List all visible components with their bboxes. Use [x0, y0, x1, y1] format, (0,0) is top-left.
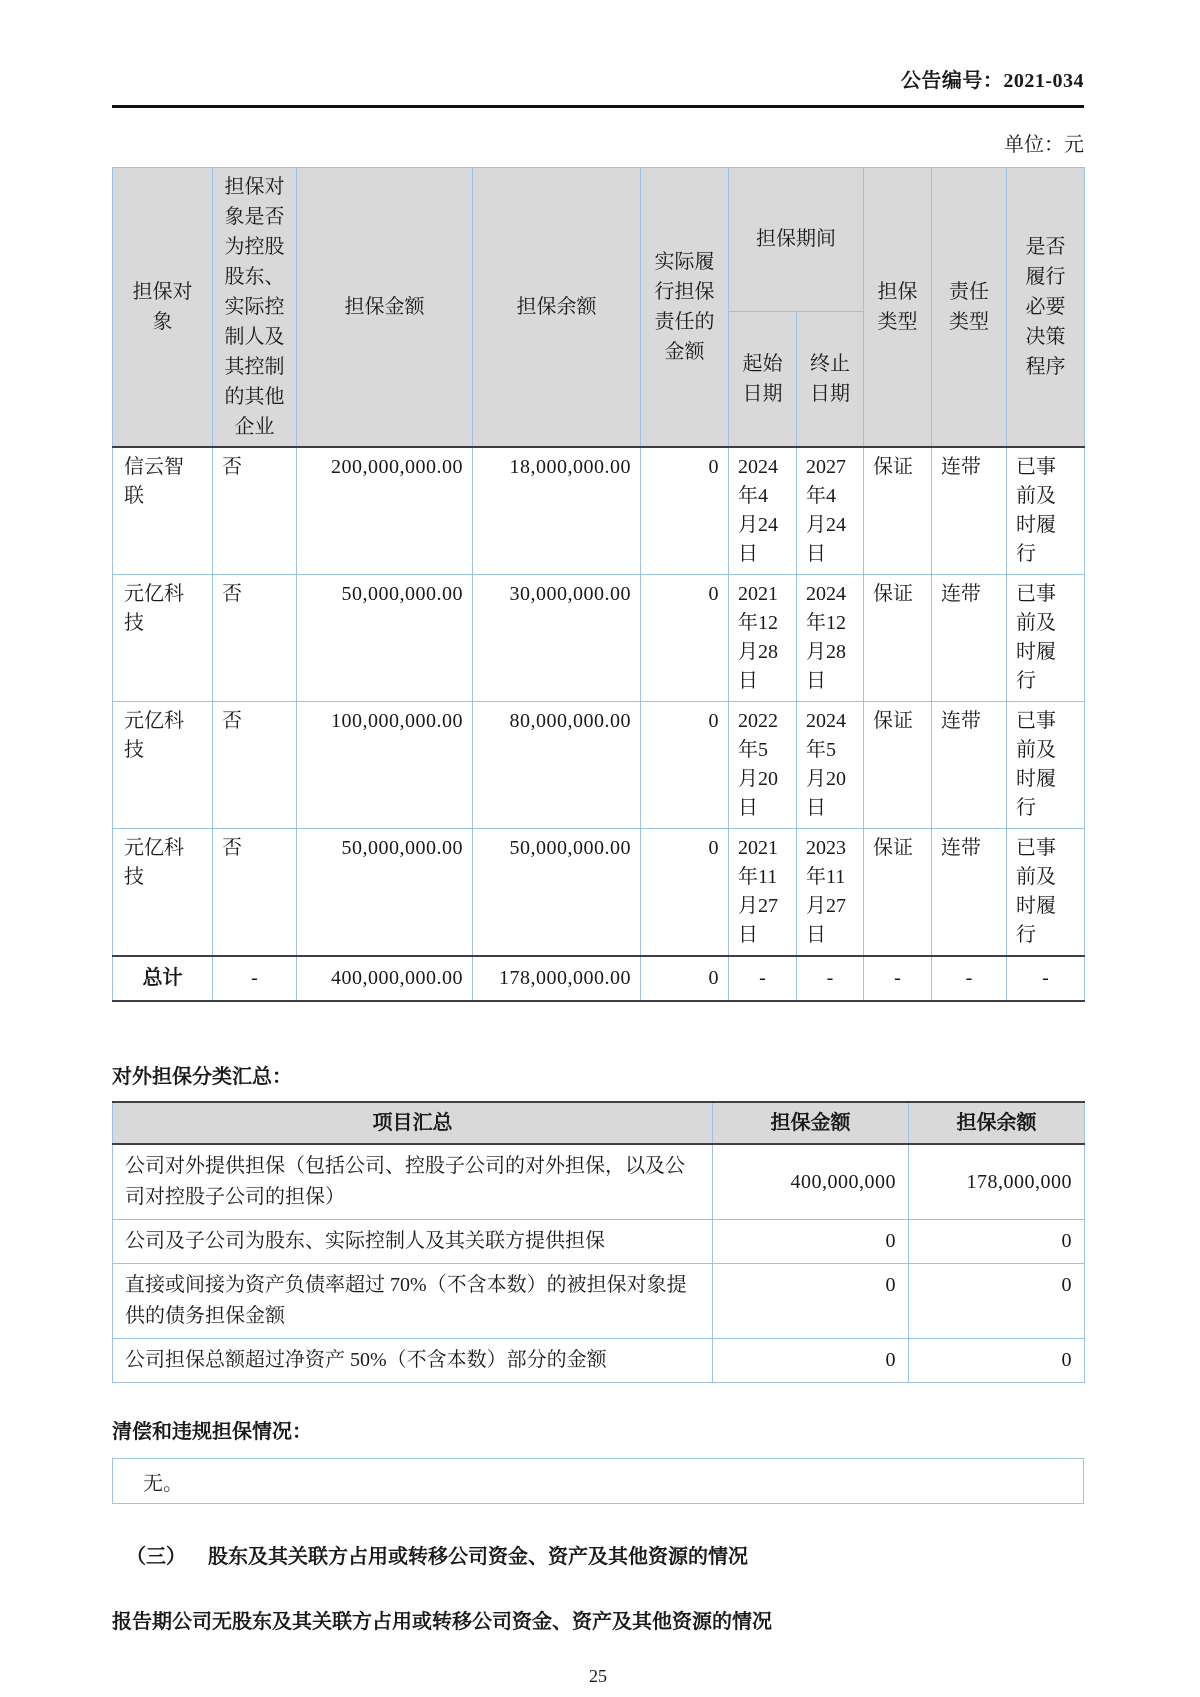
header-rule	[112, 105, 1084, 108]
is-controlling-related: 否	[213, 575, 297, 702]
guarantee-table-header	[113, 168, 1085, 448]
guarantee-target: 信云智联	[113, 447, 213, 575]
guarantee-type: 保证	[864, 575, 932, 702]
col-header-performed-amount: 实际履行担保责任的金额	[641, 168, 729, 448]
summary-table	[112, 1101, 1085, 1383]
guarantee-balance: 80,000,000.00	[473, 702, 641, 829]
guarantee-amount: 0	[713, 1220, 909, 1264]
guarantee-balance: 18,000,000.00	[473, 447, 641, 575]
guarantee-amount: 200,000,000.00	[297, 447, 473, 575]
summary-table-header	[113, 1102, 1085, 1144]
guarantee-target: 元亿科技	[113, 702, 213, 829]
total-decision-procedure: -	[1007, 956, 1085, 1001]
col-header-decision-procedure: 是否履行必要决策程序	[1007, 168, 1085, 448]
start-date: 2021年11月27日	[729, 829, 797, 957]
is-controlling-related: 否	[213, 829, 297, 957]
guarantee-balance: 0	[909, 1220, 1085, 1264]
guarantee-amount: 0	[713, 1339, 909, 1383]
col-header-guarantee-period: 担保期间	[729, 168, 864, 312]
start-date: 2024年4月24日	[729, 447, 797, 575]
start-date: 2022年5月20日	[729, 702, 797, 829]
repayment-box	[112, 1458, 1084, 1504]
guarantee-balance: 178,000,000	[909, 1144, 1085, 1220]
col-header-start-date: 起始日期	[729, 311, 797, 447]
guarantee-balance: 50,000,000.00	[473, 829, 641, 957]
guarantee-amount: 100,000,000.00	[297, 702, 473, 829]
guarantee-target: 元亿科技	[113, 829, 213, 957]
start-date: 2021年12月28日	[729, 575, 797, 702]
guarantee-balance: 0	[909, 1264, 1085, 1339]
col-header-is-controlling-related: 担保对象是否为控股股东、实际控制人及其控制的其他企业	[213, 168, 297, 448]
item-summary: 公司担保总额超过净资产 50%（不含本数）部分的金额	[113, 1339, 713, 1383]
performed-amount: 0	[641, 702, 729, 829]
col-header-guarantee-balance: 担保余额	[473, 168, 641, 448]
guarantee-amount: 0	[713, 1264, 909, 1339]
section-three-title: 股东及其关联方占用或转移公司资金、资产及其他资源的情况	[208, 1546, 748, 1568]
liability-type: 连带	[932, 702, 1007, 829]
total-is-controlling-related: -	[213, 956, 297, 1001]
col-header-summary-amount: 担保金额	[713, 1102, 909, 1144]
performed-amount: 0	[641, 575, 729, 702]
summary-row	[113, 1264, 1085, 1339]
summary-row	[113, 1144, 1085, 1220]
guarantee-amount: 50,000,000.00	[297, 829, 473, 957]
guarantee-type: 保证	[864, 447, 932, 575]
performed-amount: 0	[641, 447, 729, 575]
end-date: 2024年12月28日	[797, 575, 864, 702]
section-three-heading	[112, 1540, 1084, 1569]
guarantee-type: 保证	[864, 702, 932, 829]
total-liability-type: -	[932, 956, 1007, 1001]
liability-type: 连带	[932, 575, 1007, 702]
total-guarantee-balance: 178,000,000.00	[473, 956, 641, 1001]
unit-label: 单位：元	[1004, 134, 1084, 156]
guarantee-table-body	[113, 447, 1085, 1001]
col-header-item-summary: 项目汇总	[113, 1102, 713, 1144]
total-guarantee-amount: 400,000,000.00	[297, 956, 473, 1001]
decision-procedure: 已事前及时履行	[1007, 575, 1085, 702]
item-summary: 直接或间接为资产负债率超过 70%（不含本数）的被担保对象提供的债务担保金额	[113, 1264, 713, 1339]
performed-amount: 0	[641, 829, 729, 957]
summary-row	[113, 1220, 1085, 1264]
item-summary: 公司及子公司为股东、实际控制人及其关联方提供担保	[113, 1220, 713, 1264]
summary-heading: 对外担保分类汇总：	[112, 1066, 292, 1088]
is-controlling-related: 否	[213, 447, 297, 575]
end-date: 2024年5月20日	[797, 702, 864, 829]
summary-table-body	[113, 1144, 1085, 1383]
guarantee-target: 元亿科技	[113, 575, 213, 702]
guarantee-balance: 30,000,000.00	[473, 575, 641, 702]
col-header-guarantee-type: 担保类型	[864, 168, 932, 448]
decision-procedure: 已事前及时履行	[1007, 447, 1085, 575]
liability-type: 连带	[932, 447, 1007, 575]
total-guarantee-type: -	[864, 956, 932, 1001]
liability-type: 连带	[932, 829, 1007, 957]
summary-row	[113, 1339, 1085, 1383]
guarantee-table	[112, 167, 1085, 1002]
is-controlling-related: 否	[213, 702, 297, 829]
col-header-end-date: 终止日期	[797, 311, 864, 447]
decision-procedure: 已事前及时履行	[1007, 829, 1085, 957]
end-date: 2027年4月24日	[797, 447, 864, 575]
guarantee-type: 保证	[864, 829, 932, 957]
section-three-body: 报告期公司无股东及其关联方占用或转移公司资金、资产及其他资源的情况	[112, 1611, 772, 1633]
guarantee-amount: 50,000,000.00	[297, 575, 473, 702]
guarantee-amount: 400,000,000	[713, 1144, 909, 1220]
col-header-guarantee-target: 担保对象	[113, 168, 213, 448]
total-start-date: -	[729, 956, 797, 1001]
col-header-guarantee-amount: 担保金额	[297, 168, 473, 448]
end-date: 2023年11月27日	[797, 829, 864, 957]
section-three-number: （三）	[126, 1546, 186, 1568]
total-end-date: -	[797, 956, 864, 1001]
doc-number: 公告编号：2021-034	[900, 70, 1084, 92]
repayment-content: 无。	[143, 1472, 183, 1495]
guarantee-balance: 0	[909, 1339, 1085, 1383]
decision-procedure: 已事前及时履行	[1007, 702, 1085, 829]
col-header-summary-balance: 担保余额	[909, 1102, 1085, 1144]
total-performed-amount: 0	[641, 956, 729, 1001]
item-summary: 公司对外提供担保（包括公司、控股子公司的对外担保，以及公司对控股子公司的担保）	[113, 1144, 713, 1220]
col-header-liability-type: 责任类型	[932, 168, 1007, 448]
total-guarantee-target: 总计	[113, 956, 213, 1001]
repayment-heading: 清偿和违规担保情况：	[112, 1421, 312, 1443]
document-page	[112, 0, 1084, 1687]
page-number: 25	[589, 1666, 607, 1686]
